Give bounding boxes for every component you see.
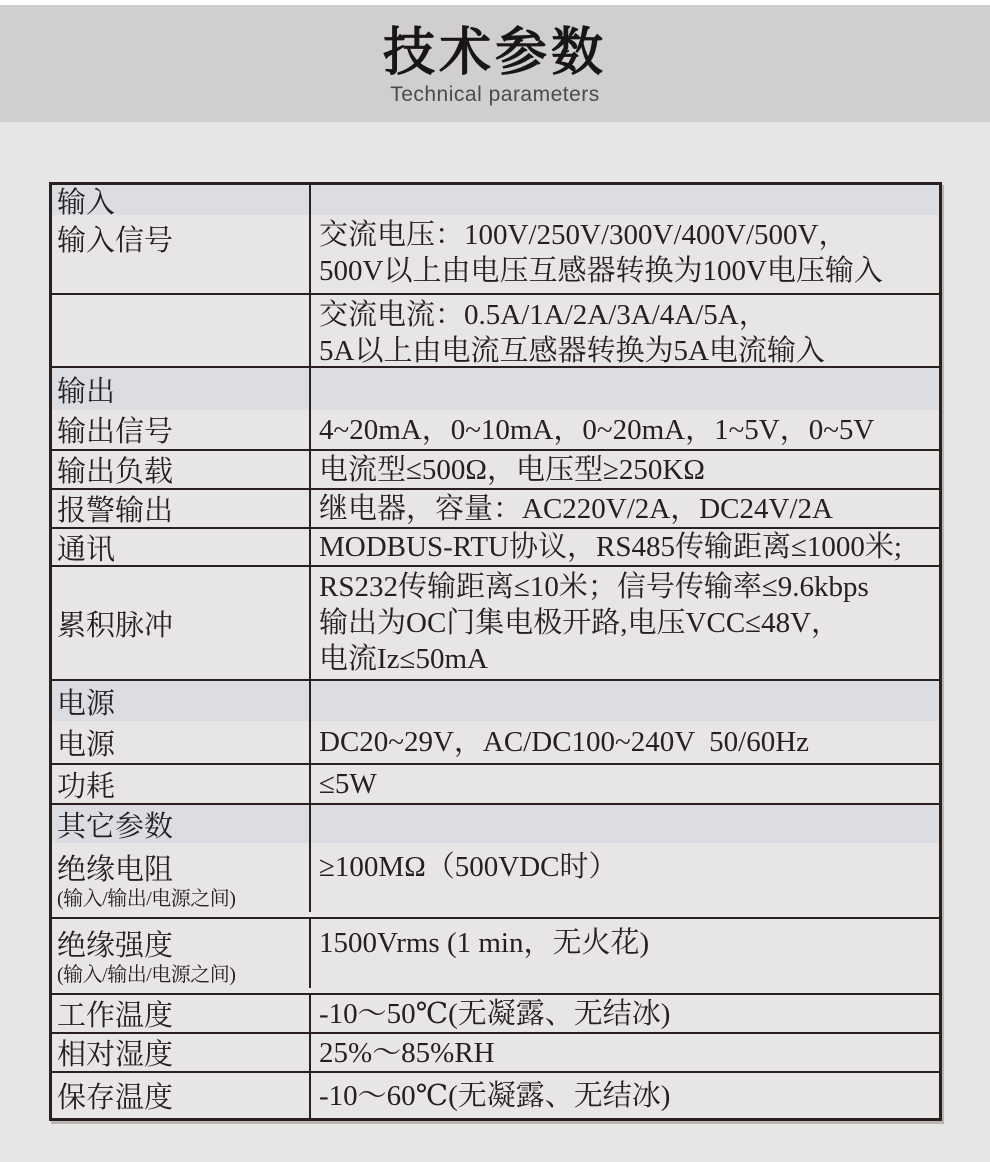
param-label: 输出信号	[52, 410, 311, 449]
param-label: 输出负载	[52, 451, 311, 488]
section-label: 其它参数	[52, 805, 311, 843]
param-label: 绝缘电阻	[57, 854, 174, 886]
section-empty-cell	[311, 368, 939, 410]
param-label: 绝缘强度	[57, 930, 174, 962]
param-value	[311, 295, 939, 366]
value-line: 1500Vrms (1 min，无火花)	[319, 927, 650, 959]
value-line: 输出为OC门集电极开路,电压VCC≤48V，	[319, 607, 841, 639]
param-sublabel: (输入/输出/电源之间)	[57, 964, 236, 986]
table-row-communication	[52, 529, 939, 567]
section-label: 输入	[52, 185, 311, 215]
value-line: -10～60℃(无凝露、无结冰)	[319, 1079, 671, 1112]
table-row-pulse-accumulation	[52, 567, 939, 681]
value-line: ≥100MΩ（500VDC时）	[319, 851, 618, 883]
param-value	[311, 410, 939, 449]
param-value	[311, 1034, 939, 1071]
param-label: 工作温度	[52, 995, 311, 1032]
table-row-ac-current	[52, 295, 939, 368]
section-empty-cell	[311, 185, 939, 215]
param-label: 输入信号	[52, 215, 311, 293]
value-line: MODBUS-RTU协议，RS485传输距离≤1000米;	[319, 531, 902, 563]
table-row-insulation-strength	[52, 919, 939, 995]
param-label: 通讯	[52, 529, 311, 565]
section-row-input	[52, 185, 939, 219]
section-empty-cell	[311, 805, 939, 843]
value-line: ≤5W	[319, 768, 377, 800]
value-line: 5A以上由电流互感器转换为5A电流输入	[319, 335, 825, 366]
title-band	[0, 5, 990, 122]
value-line: 电流型≤500Ω，电压型≥250KΩ	[319, 453, 705, 486]
param-value	[311, 919, 939, 961]
value-line: 电流Iz≤50mA	[319, 643, 488, 675]
value-line: 25%～85%RH	[319, 1036, 495, 1069]
param-value	[311, 529, 939, 565]
table-row-alarm-output	[52, 490, 939, 529]
table-row-power-consumption	[52, 765, 939, 805]
param-label: 功耗	[52, 765, 311, 803]
param-value	[311, 995, 939, 1032]
value-line: 4~20mA，0~10mA，0~20mA，1~5V，0~5V	[319, 413, 875, 446]
param-value	[311, 490, 939, 527]
param-sublabel: (输入/输出/电源之间)	[57, 888, 236, 910]
value-line: -10～50℃(无凝露、无结冰)	[319, 997, 671, 1030]
value-line: RS232传输距离≤10米；信号传输率≤9.6kbps	[319, 571, 869, 603]
table-row-output-load	[52, 451, 939, 490]
param-value	[311, 567, 939, 679]
table-row-relative-humidity	[52, 1034, 939, 1073]
param-value	[311, 451, 939, 488]
param-value	[311, 215, 939, 293]
section-row-power	[52, 681, 939, 721]
param-label: 报警输出	[52, 490, 311, 527]
param-value	[311, 765, 939, 803]
value-line: DC20~29V，AC/DC100~240V 50/60Hz	[319, 726, 810, 758]
table-row-input-signal	[52, 215, 939, 295]
table-row-working-temperature	[52, 995, 939, 1034]
table-row-output-signal	[52, 410, 939, 451]
param-label: 保存温度	[52, 1073, 311, 1118]
table-row-power-supply	[52, 721, 939, 765]
section-row-output	[52, 368, 939, 410]
param-label: 电源	[52, 721, 311, 763]
table-row-storage-temperature	[52, 1073, 939, 1118]
param-label: 累积脉冲	[52, 567, 311, 679]
param-label-group	[52, 919, 311, 988]
value-line: 500V以上由电压互感器转换为100V电压输入	[319, 255, 883, 287]
param-value	[311, 721, 939, 763]
param-value	[311, 1073, 939, 1118]
param-label	[52, 295, 311, 366]
value-line: 继电器，容量：AC220V/2A，DC24V/2A	[319, 492, 833, 525]
param-label-group	[52, 843, 311, 912]
section-label: 输出	[52, 368, 311, 410]
page-subtitle: Technical parameters	[390, 83, 600, 107]
section-empty-cell	[311, 681, 939, 721]
value-line: 交流电压：100V/250V/300V/400V/500V，	[319, 219, 848, 251]
value-line: 交流电流：0.5A/1A/2A/3A/4A/5A，	[319, 299, 768, 331]
param-value	[311, 843, 939, 885]
table-row-insulation-resistance	[52, 843, 939, 919]
section-row-other-parameters	[52, 805, 939, 843]
param-label: 相对湿度	[52, 1034, 311, 1071]
page-title: 技术参数	[382, 22, 607, 83]
section-label: 电源	[52, 681, 311, 721]
spec-table	[49, 182, 942, 1121]
